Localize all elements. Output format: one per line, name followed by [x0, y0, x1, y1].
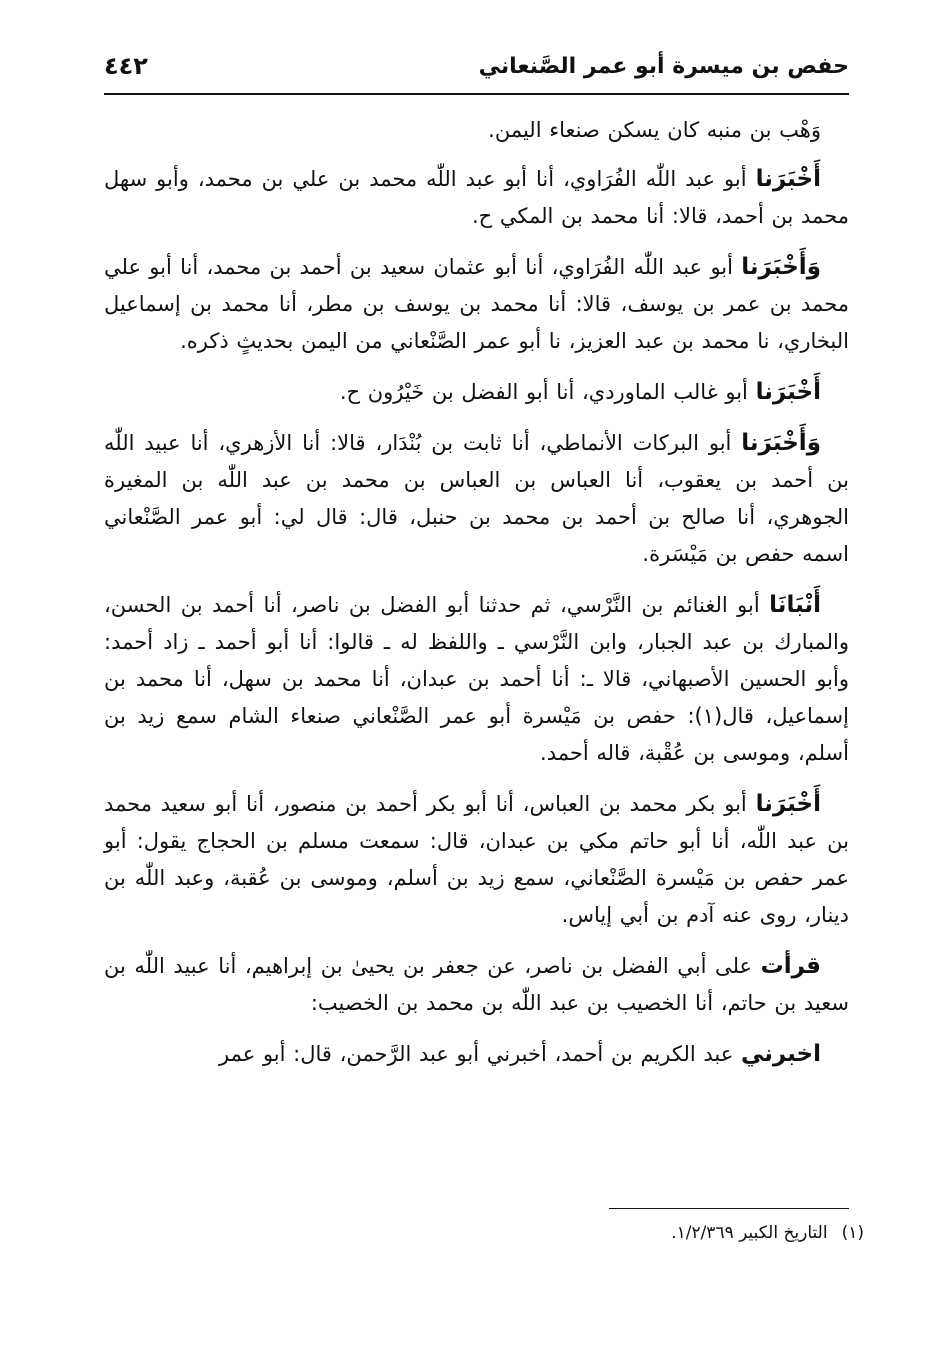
paragraph-text: أبو الغنائم بن النَّرْسي، ثم حدثنا أبو الفضل بن ناصر، أنا أحمد بن الحسن، والمبارك بن عبد الجبار، وابن النَّرْسي ـ واللفظ له ـ قالوا: أنا أبو أحمد ـ زاد أحمد: وأبو الحسين الأصبهاني، قالا ـ: أنا أحمد بن عبدان، أنا محمد بن سهل، أنا محمد بن إسماعيل، قال(١): حفص بن مَيْسرة أبو عمر الصَّنْعاني صنعاء الشام سمع زيد بن أسلم، وموسى بن عُقْبة، قاله أحمد.: [104, 593, 849, 765]
paragraph-keyword: قرأت: [760, 953, 821, 979]
paragraph-text: وَهْب بن منبه كان يسكن صنعاء اليمن.: [488, 118, 821, 142]
paragraph: [104, 425, 849, 573]
paragraph-keyword: اخبرني: [740, 1041, 821, 1067]
paragraph: [104, 249, 849, 360]
footnote: [104, 1220, 864, 1246]
paragraph-keyword: أَنْبَانَا: [769, 592, 821, 618]
header-title: حفص بن ميسرة أبو عمر الصَّنعاني: [478, 54, 849, 79]
paragraph: [104, 948, 849, 1022]
paragraph: [104, 587, 849, 772]
paragraph-keyword: وَأَخْبَرَنا: [741, 430, 821, 456]
paragraph-text: أبو غالب الماوردي، أنا أبو الفضل بن خَيْرُون ح.: [339, 380, 756, 404]
page-number: ٤٤٢: [104, 52, 148, 80]
page-body: [104, 112, 849, 1087]
paragraph: [104, 786, 849, 934]
paragraph-text: على أبي الفضل بن ناصر، عن جعفر بن يحيىٰ بن إبراهيم، أنا عبيد اللّٰه بن سعيد بن حاتم، أنا الخصيب بن عبد اللّٰه بن محمد بن الخصيب:: [104, 954, 849, 1015]
paragraph-keyword: أَخْبَرَنا: [755, 166, 821, 192]
footnote-number: (١): [841, 1223, 864, 1243]
paragraph: [104, 1036, 849, 1073]
paragraph: [104, 374, 849, 411]
footnote-text: التاريخ الكبير ١/٢/٣٦٩.: [671, 1223, 828, 1243]
paragraph-text: عبد الكريم بن أحمد، أخبرني أبو عبد الرَّحمن، قال: أبو عمر: [219, 1042, 741, 1066]
footnote-divider: [609, 1208, 849, 1209]
paragraph-keyword: أَخْبَرَنا: [755, 379, 821, 405]
paragraph: [104, 112, 849, 149]
paragraph-text: أبو عبد اللّٰه الفُرَاوي، أنا أبو عثمان سعيد بن أحمد بن محمد، أنا أبو علي محمد بن عمر بن يوسف، قالا: أنا محمد بن يوسف بن مطر، أنا محمد بن إسماعيل البخاري، نا محمد بن عبد العزيز، نا أبو عمر الصَّنْعاني من اليمن بحديثٍ ذكره.: [104, 255, 849, 353]
page-header: [104, 48, 849, 92]
paragraph-keyword: أَخْبَرَنا: [755, 791, 821, 817]
paragraph-text: أبو عبد اللّٰه الفُرَاوي، أنا أبو عبد اللّٰه محمد بن علي بن محمد، وأبو سهل محمد بن أحمد، قالا: أنا محمد بن المكي ح.: [104, 167, 849, 228]
paragraph-keyword: وَأَخْبَرَنا: [741, 254, 821, 280]
paragraph: [104, 161, 849, 235]
header-divider: [104, 93, 849, 95]
paragraph-text: أبو بكر محمد بن العباس، أنا أبو بكر أحمد بن منصور، أنا أبو سعيد محمد بن عبد اللّٰه، أنا أبو حاتم مكي بن عبدان، قال: سمعت مسلم بن الحجاج يقول: أبو عمر حفص بن مَيْسرة الصَّنْعاني، سمع زيد بن أسلم، وموسى بن عُقبة، وعبد اللّٰه بن دينار، روى عنه آدم بن أبي إياس.: [104, 792, 849, 927]
paragraph-text: أبو البركات الأنماطي، أنا ثابت بن بُنْدَار، قالا: أنا الأزهري، أنا عبيد اللّٰه بن أحمد بن يعقوب، أنا العباس بن العباس بن محمد بن عبد اللّٰه بن المغيرة الجوهري، أنا صالح بن أحمد بن محمد بن حنبل، قال: قال لي: أبو عمر الصَّنْعاني اسمه حفص بن مَيْسَرة.: [104, 431, 849, 566]
